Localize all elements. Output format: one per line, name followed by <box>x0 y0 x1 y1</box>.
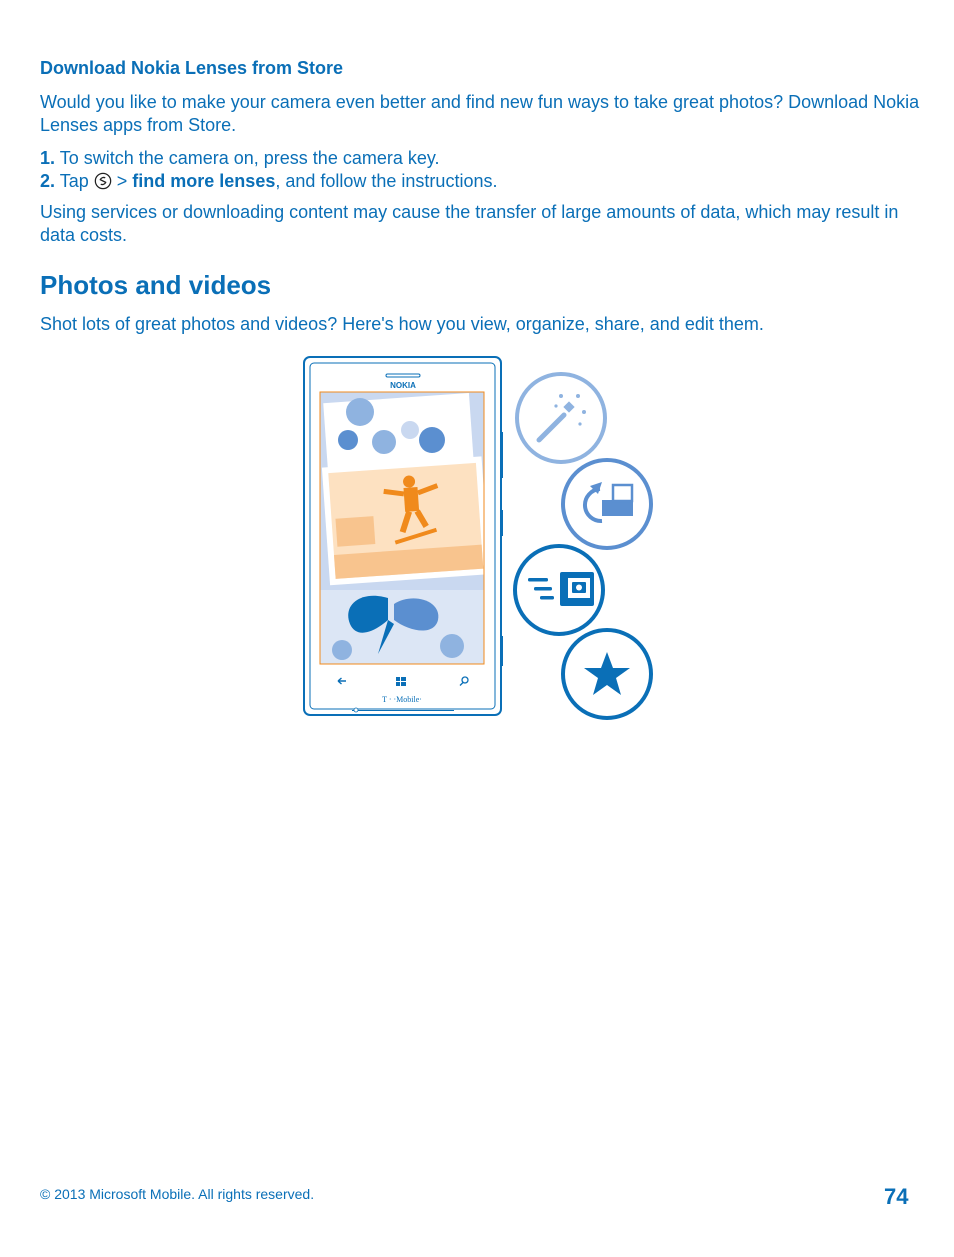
rotate-crop-icon <box>563 460 651 548</box>
separator: > <box>116 171 128 191</box>
section-title: Photos and videos <box>40 270 272 300</box>
lenses-icon <box>94 172 112 190</box>
step-number: 1. <box>40 148 56 168</box>
step-1 <box>40 147 920 170</box>
step-text: To switch the camera on, press the camera key. <box>59 148 440 168</box>
step-text-after: , and follow the instructions. <box>275 171 498 191</box>
step-2 <box>40 170 920 193</box>
steps-list <box>40 147 920 193</box>
phone-screen <box>320 392 490 664</box>
section-intro: Shot lots of great photos and videos? Here's how you view, organize, share, and edit them. <box>40 314 764 334</box>
magic-wand-icon <box>517 374 605 462</box>
carrier-label: T · ·Mobile· <box>382 695 422 704</box>
step-text: Tap <box>59 171 89 191</box>
favorite-star-icon <box>563 630 651 718</box>
page-number: 74 <box>884 1184 909 1209</box>
footer-copyright: © 2013 Microsoft Mobile. All rights reserved. <box>40 1186 315 1202</box>
sub-heading: Download Nokia Lenses from Store <box>40 58 344 78</box>
find-more-lenses-label: find more lenses <box>132 171 276 191</box>
phone-brand: NOKIA <box>390 381 416 390</box>
phone-illustration <box>302 354 658 726</box>
step-number: 2. <box>40 171 56 191</box>
share-photo-icon <box>515 546 603 634</box>
data-cost-warning: Using services or downloading content may cause the transfer of large amounts of data, which may result in data costs. <box>40 202 899 245</box>
intro-paragraph: Would you like to make your camera even better and find new fun ways to take great photos? Download Nokia Lenses apps from Store. <box>40 92 920 135</box>
